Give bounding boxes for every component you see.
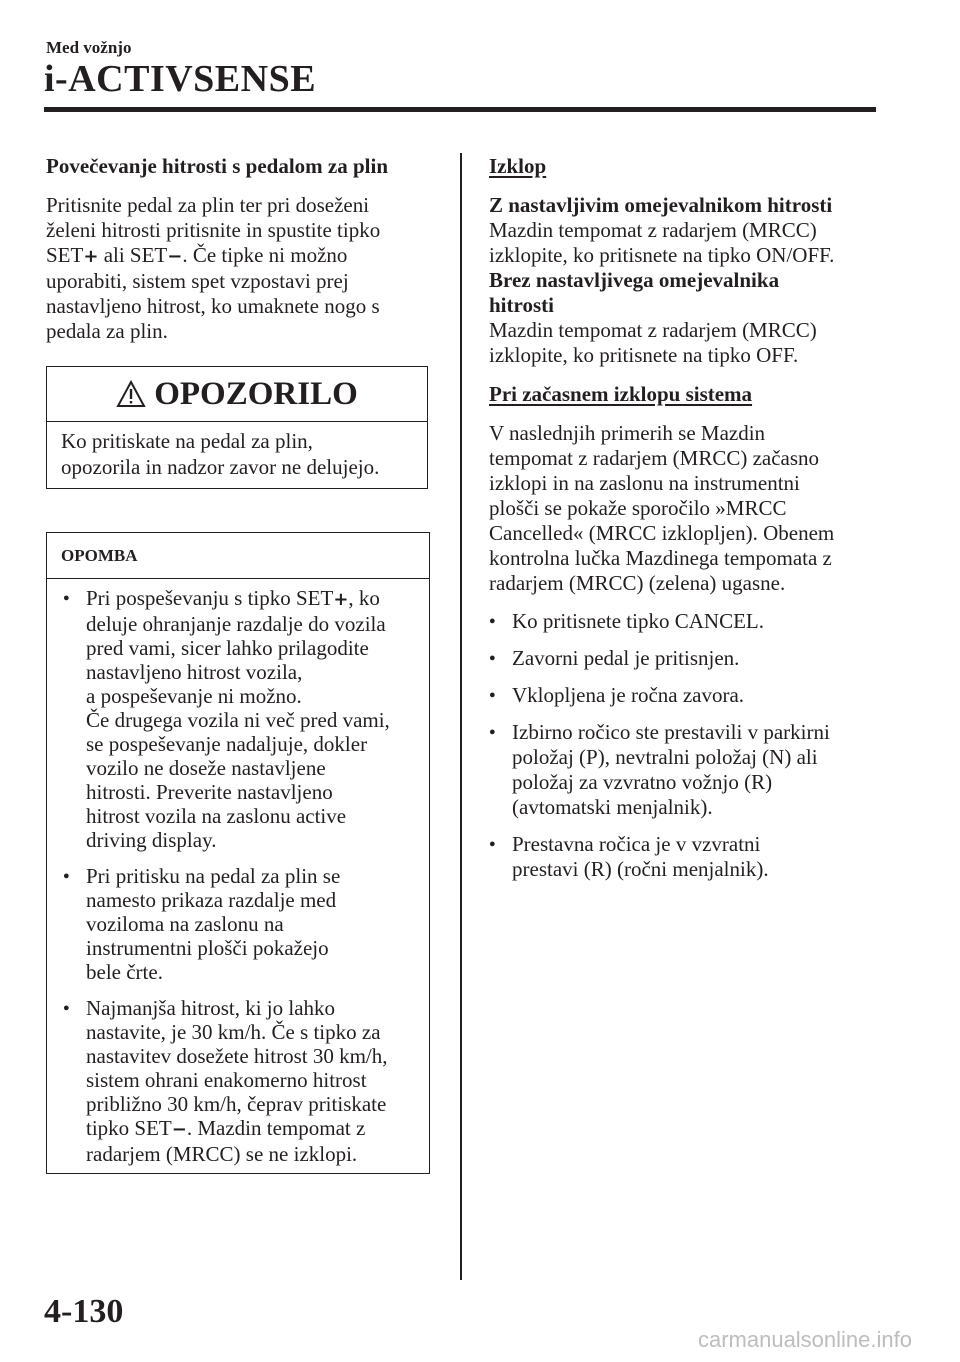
text-line: (avtomatski menjalnik). xyxy=(512,795,713,819)
text-fragment: . Če tipke ni možno xyxy=(182,243,348,267)
watermark: carmanualsonline.info xyxy=(697,1327,912,1352)
text-fragment: SET xyxy=(46,243,84,267)
cancel-conditions-list xyxy=(489,609,889,882)
text-line: driving display. xyxy=(86,828,217,852)
text-line: se pospeševanje nadaljuje, dokler xyxy=(86,732,368,756)
list-item xyxy=(489,646,889,671)
heading-switch-off: Izklop xyxy=(489,154,547,178)
heading-temporary-off: Pri začasnem izklopu sistema xyxy=(489,382,753,406)
text-fragment: tipko SET xyxy=(86,1116,172,1140)
text-line: položaj za vzvratno vožnjo (R) xyxy=(512,770,773,794)
text-line: ● Pri pritisku na pedal za plin se xyxy=(86,864,341,888)
text-line: pedala za plin. xyxy=(46,319,168,343)
text-fragment: ali SET xyxy=(98,243,168,267)
text-line: opozorila in nadzor zavor ne delujejo. xyxy=(61,455,380,479)
header-rule xyxy=(44,107,876,112)
text-line: radarjem (MRCC) (zelena) ugasne. xyxy=(489,571,786,595)
minus-symbol: − xyxy=(171,1119,187,1140)
note-list xyxy=(63,586,413,1166)
text-line: uporabiti, sistem spet vzpostavi prej xyxy=(46,269,349,293)
text-line: a pospeševanje ni možno. xyxy=(86,684,302,708)
subheading-without-limiter: Brez nastavljivega omejevalnika xyxy=(489,268,780,292)
text-line: prestavi (R) (ročni menjalnik). xyxy=(512,857,769,881)
text-fragment: . Mazdin tempomat z xyxy=(186,1116,366,1140)
warning-box xyxy=(46,366,428,489)
column-divider xyxy=(460,153,462,1280)
left-column xyxy=(46,154,436,344)
note-title: OPOMBA xyxy=(47,533,429,579)
text-line: Cancelled« (MRCC izklopljen). Obenem xyxy=(489,521,835,545)
text-line: hitrosti. Preverite nastavljeno xyxy=(86,780,333,804)
list-item xyxy=(63,586,413,852)
text-fragment: Pri pospeševanju s tipko SET xyxy=(86,586,334,610)
right-column xyxy=(489,154,889,882)
text-line: nastavljeno hitrost, ko umaknete nogo s xyxy=(46,294,380,318)
text-line: ● Zavorni pedal je pritisnjen. xyxy=(512,646,740,670)
text-line: nastavite, je 30 km/h. Če s tipko za xyxy=(86,1020,381,1044)
text-line: ● Vklopljena je ročna zavora. xyxy=(512,683,745,707)
text-line xyxy=(46,243,436,269)
text-line: plošči se pokaže sporočilo »MRCC xyxy=(489,496,787,520)
text-line: položaj (P), nevtralni položaj (N) ali xyxy=(512,745,818,769)
text-line: nastavljeno hitrost vozila, xyxy=(86,660,303,684)
text-line: ● Ko pritisnete tipko CANCEL. xyxy=(512,609,764,633)
subheading-with-limiter: Z nastavljivim omejevalnikom hitrosti xyxy=(489,193,833,217)
list-item xyxy=(63,864,413,984)
page-number: 4-130 xyxy=(44,1293,124,1330)
text-line: želeni hitrosti pritisnite in spustite tipko xyxy=(46,218,381,242)
chapter-title: i-ACTIVSENSE xyxy=(44,58,317,100)
warning-body xyxy=(47,422,427,486)
note-box xyxy=(46,532,430,1174)
warning-title: OPOZORILO xyxy=(154,375,358,412)
warning-triangle-icon xyxy=(116,380,146,408)
text-line: izklopite, ko pritisnete na tipko OFF. xyxy=(489,343,799,367)
list-item xyxy=(63,996,413,1166)
minus-symbol: − xyxy=(167,246,183,267)
text-line: V naslednjih primerih se Mazdin xyxy=(489,421,766,445)
text-line: Mazdin tempomat z radarjem (MRCC) xyxy=(489,218,817,242)
text-line: vozilo ne doseže nastavljene xyxy=(86,756,326,780)
subheading-without-limiter-cont: hitrosti xyxy=(489,293,554,317)
note-body xyxy=(47,579,429,1166)
text-line: Ko pritiskate na pedal za plin, xyxy=(61,429,313,453)
plus-symbol: + xyxy=(333,589,349,610)
subheading-accelerate: Povečevanje hitrosti s pedalom za plin xyxy=(46,154,389,178)
text-line: tempomat z radarjem (MRCC) začasno xyxy=(489,446,820,470)
text-line: ● Prestavna ročica je v vzvratni xyxy=(512,832,761,856)
text-line xyxy=(86,586,413,612)
text-line: približno 30 km/h, čeprav pritiskate xyxy=(86,1092,387,1116)
text-fragment: , ko xyxy=(348,586,380,610)
warning-header xyxy=(47,367,427,422)
text-line: nastavitev dosežete hitrost 30 km/h, xyxy=(86,1044,388,1068)
text-line: kontrolna lučka Mazdinega tempomata z xyxy=(489,546,832,570)
plus-symbol: + xyxy=(83,246,99,267)
paragraph-temporary-off xyxy=(489,421,889,596)
text-line: Če drugega vozila ni več pred vami, xyxy=(86,708,390,732)
text-line: Pritisnite pedal za plin ter pri doseženi xyxy=(46,193,370,217)
text-line: deluje ohranjanje razdalje do vozila xyxy=(86,612,386,636)
text-line: izklopite, ko pritisnete na tipko ON/OFF. xyxy=(489,243,835,267)
text-line xyxy=(86,1116,413,1142)
section-label: Med vožnjo xyxy=(46,38,132,57)
list-item xyxy=(489,683,889,708)
list-item xyxy=(489,720,889,820)
text-line: izklopi in na zaslonu na instrumentni xyxy=(489,471,800,495)
text-line: hitrost vozila na zaslonu active xyxy=(86,804,347,828)
list-item xyxy=(489,832,889,882)
text-line: ● Najmanjša hitrost, ki jo lahko xyxy=(86,996,336,1020)
list-item xyxy=(489,609,889,634)
text-line: ● Izbirno ročico ste prestavili v parkirni xyxy=(512,720,830,744)
text-line: namesto prikaza razdalje med xyxy=(86,888,337,912)
text-line: Mazdin tempomat z radarjem (MRCC) xyxy=(489,318,817,342)
text-line: voziloma na zaslonu na xyxy=(86,912,284,936)
paragraph-accelerate xyxy=(46,193,436,344)
text-line: instrumentni plošči pokažejo xyxy=(86,936,329,960)
text-line: radarjem (MRCC) se ne izklopi. xyxy=(86,1142,358,1166)
text-line: bele črte. xyxy=(86,960,163,984)
text-line: sistem ohrani enakomerno hitrost xyxy=(86,1068,367,1092)
text-line: pred vami, sicer lahko prilagodite xyxy=(86,636,369,660)
